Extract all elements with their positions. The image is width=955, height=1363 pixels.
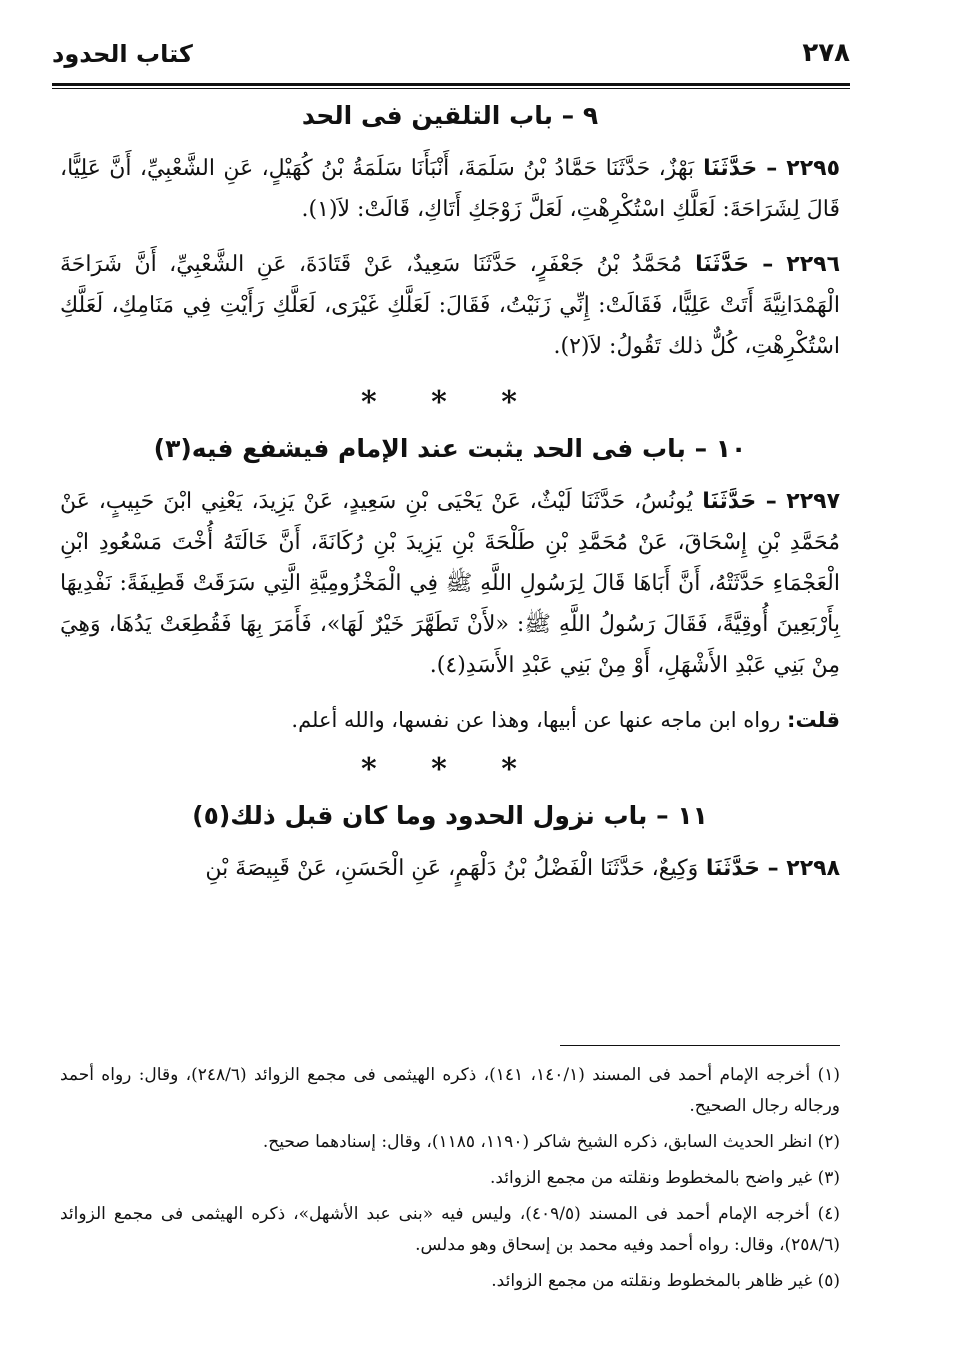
chapter-title: ١٠ – باب فى الحد يثبت عند الإمام فيشفع فيه(٣) — [153, 434, 747, 463]
section-separator: * * * — [361, 752, 539, 787]
footnote: (٤) أخرجه الإمام أحمد فى المسند (٤٠٩/٥)، وليس فيه «بنى عبد الأشهل»، ذكره الهيثمى فى مجمع الزوائد (٢٥٨/٦)، وقال: رواه أحمد وفيه محمد بن إسحاق وهو مدلس. — [60, 1204, 840, 1255]
chapter-title: ١١ – باب نزول الحدود وما كان قبل ذلك(٥) — [192, 801, 708, 830]
page-header — [52, 28, 850, 86]
page-body — [60, 92, 840, 903]
chapter-title: ٩ – باب التلقين فى الحد — [301, 101, 599, 130]
page-number: ٢٧٨ — [802, 38, 850, 68]
hadith-paragraph — [60, 481, 840, 686]
hadith-paragraph — [60, 244, 840, 367]
hadith-number: ٢٢٩٧ — [786, 489, 840, 514]
hadith-text: وَكِيعٌ، حَدَّثَنَا الْفَضْلُ بْنُ دَلْهَمٍ، عَنِ الْحَسَنِ، عَنْ قَبِيصَةَ بْنِ — [205, 856, 699, 881]
footnote: (٢) انظر الحديث السابق، ذكره الشيخ شاكر (١١٩٠، ١١٨٥)، وقال: إسنادهما صحيح. — [262, 1132, 840, 1152]
footnote: (١) أخرجه الإمام أحمد فى المسند (١٤٠/١، ١٤١)، ذكره الهيثمى فى مجمع الزوائد (٢٤٨/٦)، وقال: رواه أحمد ورجاله رجال الصحيح. — [60, 1065, 841, 1116]
author-comment-label: قلت: — [787, 708, 840, 732]
hadith-lead: – حَدَّثَنَا — [694, 156, 787, 181]
hadith-number: ٢٢٩٨ — [786, 856, 840, 881]
hadith-number: ٢٢٩٦ — [786, 252, 840, 277]
running-title: كتاب الحدود — [52, 40, 193, 68]
footnotes — [60, 1045, 840, 1302]
hadith-lead: – حَدَّثَنَا — [682, 252, 787, 277]
footnote: (٥) غير ظاهر بالمخطوط ونقلته من مجمع الزوائد. — [491, 1271, 840, 1291]
hadith-lead: – حَدَّثَنَا — [692, 489, 787, 514]
author-comment-text: رواه ابن ماجه عنها عن أبيها، وهذا عن نفسها، والله أعلم. — [291, 708, 788, 732]
hadith-paragraph — [60, 848, 840, 889]
author-comment — [60, 700, 840, 740]
hadith-text: مُحَمَّدُ بْنُ جَعْفَرٍ، حَدَّثَنَا سَعِيدٌ، عَنْ قَتَادَةَ، عَنِ الشَّعْبِيِّ، أَنَّ شَرَاحَةَ الْهَمْدَانِيَّةَ أَتَتْ عَلِيًّا، فَقَالَتْ: إِنِّي زَنَيْتُ، فَقَالَ: لَعَلَّكِ غَيْرَى، لَعَلَّكِ رَأَيْتِ فِي مَنَامِكِ، لَعَلَّكِ اسْتُكْرِهْتِ، كُلٌّ ذلك تَقُولُ: لاَ(٢). — [60, 252, 840, 359]
footnote-rule — [560, 1045, 840, 1046]
hadith-paragraph — [60, 148, 840, 230]
hadith-text: يُونُسُ، حَدَّثَنَا لَيْثٌ، عَنْ يَحْيَى بْنِ سَعِيدٍ، عَنْ يَزِيدَ، يَعْنِي ابْنَ حَبِيبٍ، عَنْ مُحَمَّدِ بْنِ إِسْحَاقَ، عَنْ مُحَمَّدِ بْنِ طَلْحَةَ بْنِ يَزِيدَ بْنِ رُكَانَةَ، أَنَّ خَالَتَهُ أُخْتَ مَسْعُودِ ابْنِ الْعَجْمَاءِ حَدَّثَتْهُ، أَنَّ أَبَاهَا قَالَ لِرَسُولِ اللَّهِ ﷺ فِي الْمَخْزُومِيَّةِ الَّتِي سَرَقَتْ قَطِيفَةً: نَفْدِيهَا بِأَرْبَعِينَ أُوقِيَّةً، فَقَالَ رَسُولُ اللَّهِ ﷺ: «لأَنْ تَطَهَّرَ خَيْرٌ لَهَا»، فَأَمَرَ بِهَا فَقُطِعَتْ يَدُهَا، وَهِيَ مِنْ بَنِي عَبْدِ الأَشْهَلِ، أَوْ مِنْ بَنِي عَبْدِ الأَسَدِ(٤). — [60, 489, 840, 678]
header-rule — [52, 83, 850, 86]
hadith-lead: – حَدَّثَنَا — [698, 856, 787, 881]
section-separator: * * * — [361, 385, 539, 420]
hadith-number: ٢٢٩٥ — [786, 156, 840, 181]
footnote: (٣) غير واضح بالمخطوط ونقلته من مجمع الزوائد. — [489, 1168, 840, 1188]
hadith-text: بَهْزٌ، حَدَّثَنَا حَمَّادُ بْنُ سَلَمَةَ، أَنْبَأَنَا سَلَمَةُ بْنُ كُهَيْلٍ، عَنِ الشَّعْبِيِّ، أَنَّ عَلِيًّا، قَالَ لِشَرَاحَةَ: لَعَلَّكِ اسْتُكْرِهْتِ، لَعَلَّ زَوْجَكِ أَتَاكِ، قَالَتْ: لاَ(١). — [60, 156, 840, 222]
